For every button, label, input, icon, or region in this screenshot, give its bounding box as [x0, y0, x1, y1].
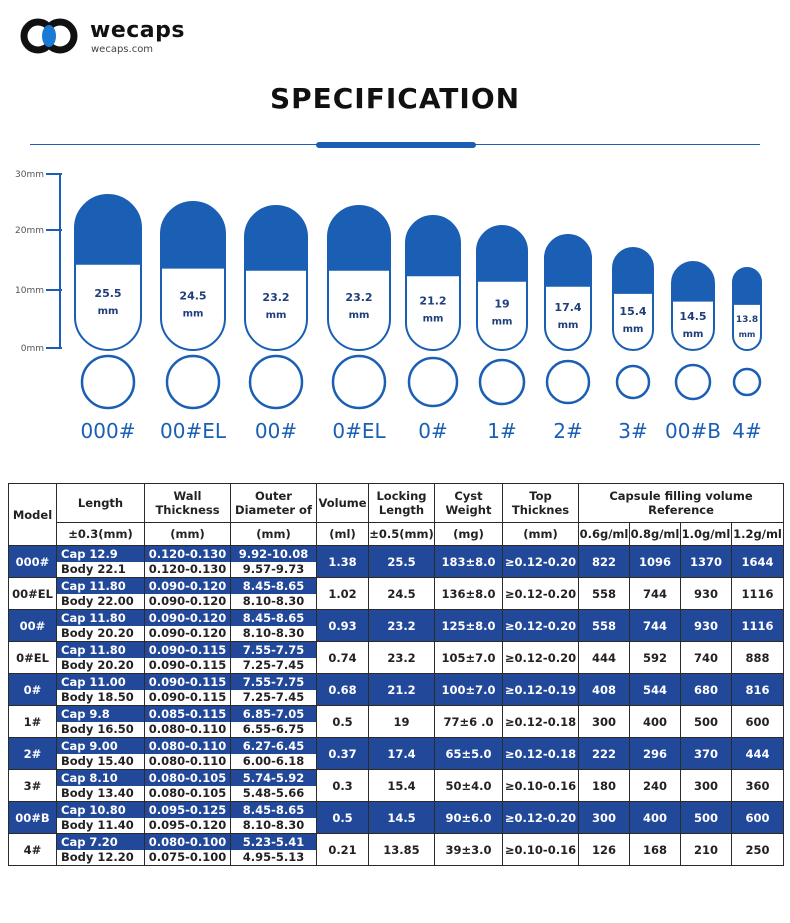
cell-model: 000# [9, 546, 57, 578]
cell-volume: 1.02 [317, 578, 369, 610]
cell-length-cap: Cap 11.80 [57, 642, 144, 658]
cell-top-thickness: ≥0.10-0.16 [503, 770, 579, 802]
capsule-size-label: 00#B [665, 419, 721, 443]
brand-name: wecaps [90, 18, 185, 43]
page-title: SPECIFICATION [269, 82, 521, 115]
cell-fill-10: 1370 [681, 546, 732, 578]
cell-locking-length: 23.2 [369, 642, 435, 674]
capsule-00#EL [160, 202, 227, 443]
capsule-1# [477, 226, 527, 443]
cell-wall [145, 834, 231, 866]
title-divider-accent [316, 142, 476, 148]
cell-locking-length: 15.4 [369, 770, 435, 802]
cell-length-cap: Cap 11.00 [57, 674, 144, 690]
cell-length-cap: Cap 12.9 [57, 546, 144, 562]
capsule-cross-section [333, 356, 385, 408]
subheader-fill-10: 1.0g/ml [681, 523, 732, 546]
cell-cyst-weight: 90±6.0 [435, 802, 503, 834]
cell-wall-cap: 0.090-0.115 [145, 642, 230, 658]
subheader-volume: (ml) [317, 523, 369, 546]
capsule-cross-section [82, 356, 134, 408]
table-row [9, 610, 784, 642]
cell-volume: 0.21 [317, 834, 369, 866]
cell-cyst-weight: 65±5.0 [435, 738, 503, 770]
cell-fill-08: 544 [630, 674, 681, 706]
capsule-length-unit: mm [491, 316, 513, 328]
capsule-length-unit: mm [97, 306, 119, 318]
cell-fill-08: 1096 [630, 546, 681, 578]
cell-outer-diameter-body: 9.57-9.73 [231, 562, 316, 578]
capsule-cross-section [409, 358, 457, 406]
cell-cyst-weight: 125±8.0 [435, 610, 503, 642]
header-wall-thickness: Wall Thickness [145, 484, 231, 523]
cell-wall-cap: 0.095-0.125 [145, 802, 230, 818]
subheader-locking: ±0.5(mm) [369, 523, 435, 546]
cell-outer-diameter-body: 6.55-6.75 [231, 722, 316, 738]
cell-fill-06: 558 [579, 610, 630, 642]
cell-wall [145, 706, 231, 738]
cell-fill-10: 500 [681, 706, 732, 738]
capsule-length-value: 23.2 [345, 290, 373, 304]
cell-fill-06: 222 [579, 738, 630, 770]
cell-outer-diameter-body: 7.25-7.45 [231, 658, 316, 674]
table-row [9, 546, 784, 578]
capsule-size-diagram [0, 160, 790, 450]
cell-outer-diameter-cap: 8.45-8.65 [231, 578, 316, 594]
capsule-cap [613, 248, 653, 294]
cell-outer-diameter-cap: 8.45-8.65 [231, 610, 316, 626]
cell-wall-body: 0.080-0.110 [145, 754, 230, 770]
subheader-wall: (mm) [145, 523, 231, 546]
table-row [9, 802, 784, 834]
capsule-length-value: 24.5 [179, 289, 207, 303]
capsule-length-unit: mm [682, 328, 704, 340]
capsule-cap [328, 206, 390, 271]
cell-model: 00# [9, 610, 57, 642]
cell-wall-cap: 0.090-0.120 [145, 578, 230, 594]
cell-fill-08: 400 [630, 706, 681, 738]
cell-wall-body: 0.090-0.120 [145, 594, 230, 610]
cell-fill-06: 180 [579, 770, 630, 802]
cell-outer-diameter-body: 5.48-5.66 [231, 786, 316, 802]
capsule-length-unit: mm [738, 330, 756, 340]
cell-volume: 0.5 [317, 802, 369, 834]
cell-outer-diameter-cap: 5.74-5.92 [231, 770, 316, 786]
cell-fill-08: 400 [630, 802, 681, 834]
capsule-cap [161, 202, 225, 269]
cell-wall [145, 642, 231, 674]
specification-table [8, 483, 784, 866]
cell-length-cap: Cap 7.20 [57, 834, 144, 850]
cell-locking-length: 23.2 [369, 610, 435, 642]
capsule-size-label: 00#EL [160, 419, 226, 443]
subheader-fill-12: 1.2g/ml [732, 523, 784, 546]
cell-wall [145, 674, 231, 706]
cell-outer-diameter-cap: 8.45-8.65 [231, 802, 316, 818]
cell-length-body: Body 16.50 [57, 722, 144, 738]
cell-wall [145, 610, 231, 642]
table-row [9, 642, 784, 674]
cell-wall-cap: 0.090-0.120 [145, 610, 230, 626]
cell-outer-diameter [231, 642, 317, 674]
capsule-length-value: 25.5 [94, 287, 122, 301]
cell-outer-diameter [231, 738, 317, 770]
cell-length-cap: Cap 11.80 [57, 578, 144, 594]
cell-cyst-weight: 136±8.0 [435, 578, 503, 610]
cell-locking-length: 21.2 [369, 674, 435, 706]
capsule-length-unit: mm [265, 309, 287, 321]
capsule-000# [75, 195, 141, 443]
cell-top-thickness: ≥0.12-0.19 [503, 674, 579, 706]
capsule-cross-section [250, 356, 302, 408]
cell-fill-06: 822 [579, 546, 630, 578]
capsule-size-label: 0# [418, 419, 448, 443]
cell-length-cap: Cap 10.80 [57, 802, 144, 818]
cell-fill-08: 744 [630, 578, 681, 610]
cell-volume: 0.68 [317, 674, 369, 706]
capsule-cross-section [167, 356, 219, 408]
capsule-cross-section [617, 366, 649, 398]
cell-outer-diameter-body: 8.10-8.30 [231, 594, 316, 610]
cell-outer-diameter [231, 802, 317, 834]
cell-wall-body: 0.120-0.130 [145, 562, 230, 578]
cell-outer-diameter-cap: 7.55-7.75 [231, 674, 316, 690]
cell-length [57, 578, 145, 610]
capsule-3# [613, 248, 653, 443]
cell-length-body: Body 20.20 [57, 658, 144, 674]
cell-outer-diameter-cap: 9.92-10.08 [231, 546, 316, 562]
subheader-outer: (mm) [231, 523, 317, 546]
capsule-length-value: 17.4 [554, 300, 582, 314]
cell-model: 2# [9, 738, 57, 770]
cell-locking-length: 25.5 [369, 546, 435, 578]
capsule-4# [732, 268, 761, 443]
cell-length [57, 642, 145, 674]
brand-url: wecaps.com [91, 44, 154, 55]
cell-volume: 0.37 [317, 738, 369, 770]
cell-volume: 1.38 [317, 546, 369, 578]
cell-fill-08: 296 [630, 738, 681, 770]
cell-length-body: Body 11.40 [57, 818, 144, 834]
subheader-fill-06: 0.6g/ml [579, 523, 630, 546]
cell-outer-diameter [231, 610, 317, 642]
cell-top-thickness: ≥0.12-0.20 [503, 642, 579, 674]
capsule-cap [477, 226, 527, 282]
cell-cyst-weight: 39±3.0 [435, 834, 503, 866]
ruler-tick-label: 20mm [15, 226, 44, 236]
cell-fill-08: 744 [630, 610, 681, 642]
capsule-2# [545, 235, 591, 443]
logo-mark-icon [20, 16, 80, 56]
cell-fill-08: 168 [630, 834, 681, 866]
cell-cyst-weight: 50±4.0 [435, 770, 503, 802]
cell-length [57, 610, 145, 642]
table-row [9, 738, 784, 770]
cell-wall-cap: 0.085-0.115 [145, 706, 230, 722]
capsule-cap [733, 268, 761, 305]
cell-wall-body: 0.075-0.100 [145, 850, 230, 866]
cell-fill-12: 888 [732, 642, 784, 674]
capsule-size-label: 2# [553, 419, 583, 443]
cell-length-body: Body 22.00 [57, 594, 144, 610]
capsule-length-value: 23.2 [262, 290, 290, 304]
cell-cyst-weight: 100±7.0 [435, 674, 503, 706]
cell-outer-diameter-cap: 6.27-6.45 [231, 738, 316, 754]
cell-locking-length: 13.85 [369, 834, 435, 866]
cell-length-body: Body 20.20 [57, 626, 144, 642]
cell-model: 0#EL [9, 642, 57, 674]
cell-volume: 0.93 [317, 610, 369, 642]
capsule-length-value: 19 [494, 297, 510, 311]
cell-wall-body: 0.090-0.115 [145, 690, 230, 706]
cell-top-thickness: ≥0.12-0.20 [503, 578, 579, 610]
header-outer-diameter: Outer Diameter of [231, 484, 317, 523]
cell-wall-cap: 0.080-0.100 [145, 834, 230, 850]
cell-fill-12: 360 [732, 770, 784, 802]
cell-length-cap: Cap 9.00 [57, 738, 144, 754]
cell-outer-diameter-cap: 7.55-7.75 [231, 642, 316, 658]
cell-fill-06: 300 [579, 706, 630, 738]
cell-volume: 0.5 [317, 706, 369, 738]
cell-fill-12: 1116 [732, 578, 784, 610]
capsule-size-label: 00# [254, 419, 298, 443]
cell-outer-diameter [231, 770, 317, 802]
cell-fill-10: 930 [681, 610, 732, 642]
cell-fill-10: 500 [681, 802, 732, 834]
capsule-size-label: 4# [732, 419, 762, 443]
cell-cyst-weight: 183±8.0 [435, 546, 503, 578]
subheader-top: (mm) [503, 523, 579, 546]
cell-length [57, 546, 145, 578]
cell-volume: 0.74 [317, 642, 369, 674]
cell-wall-cap: 0.080-0.110 [145, 738, 230, 754]
cell-length [57, 834, 145, 866]
brand-logo[interactable] [20, 14, 220, 58]
capsule-size-label: 000# [80, 419, 136, 443]
cell-fill-12: 1116 [732, 610, 784, 642]
capsule-cross-section [480, 360, 524, 404]
cell-wall [145, 770, 231, 802]
capsule-length-unit: mm [622, 324, 644, 336]
header-model: Model [9, 484, 57, 546]
cell-wall-body: 0.080-0.110 [145, 722, 230, 738]
cell-top-thickness: ≥0.12-0.18 [503, 738, 579, 770]
cell-wall-cap: 0.090-0.115 [145, 674, 230, 690]
ruler-tick-label: 30mm [15, 170, 44, 180]
cell-length-body: Body 13.40 [57, 786, 144, 802]
cell-outer-diameter [231, 546, 317, 578]
capsule-cap [406, 216, 460, 276]
capsule-cap [245, 206, 307, 271]
cell-wall [145, 546, 231, 578]
cell-top-thickness: ≥0.12-0.20 [503, 802, 579, 834]
cell-outer-diameter-body: 7.25-7.45 [231, 690, 316, 706]
cell-length [57, 802, 145, 834]
capsule-cap [75, 195, 141, 265]
cell-wall-body: 0.090-0.115 [145, 658, 230, 674]
ruler-tick-label: 10mm [15, 286, 44, 296]
cell-fill-08: 592 [630, 642, 681, 674]
capsule-0#EL [328, 206, 390, 443]
cell-length-cap: Cap 11.80 [57, 610, 144, 626]
cell-model: 4# [9, 834, 57, 866]
cell-outer-diameter-body: 6.00-6.18 [231, 754, 316, 770]
capsule-cap [545, 235, 591, 287]
cell-fill-12: 444 [732, 738, 784, 770]
cell-locking-length: 14.5 [369, 802, 435, 834]
capsule-length-unit: mm [422, 313, 444, 325]
cell-model: 00#B [9, 802, 57, 834]
cell-fill-12: 250 [732, 834, 784, 866]
cell-locking-length: 19 [369, 706, 435, 738]
cell-fill-10: 300 [681, 770, 732, 802]
cell-wall [145, 578, 231, 610]
cell-fill-10: 370 [681, 738, 732, 770]
cell-fill-06: 558 [579, 578, 630, 610]
capsule-00# [245, 206, 307, 443]
subheader-fill-08: 0.8g/ml [630, 523, 681, 546]
cell-fill-10: 210 [681, 834, 732, 866]
cell-model: 00#EL [9, 578, 57, 610]
table-row [9, 770, 784, 802]
header-locking-length: Locking Length [369, 484, 435, 523]
cell-fill-10: 930 [681, 578, 732, 610]
cell-model: 1# [9, 706, 57, 738]
cell-fill-12: 816 [732, 674, 784, 706]
cell-outer-diameter-body: 8.10-8.30 [231, 818, 316, 834]
cell-length-cap: Cap 8.10 [57, 770, 144, 786]
cell-outer-diameter [231, 674, 317, 706]
header-cyst-weight: Cyst Weight [435, 484, 503, 523]
subheader-length: ±0.3(mm) [57, 523, 145, 546]
cell-length-cap: Cap 9.8 [57, 706, 144, 722]
capsule-length-value: 14.5 [679, 309, 707, 323]
ruler-tick-label: 0mm [20, 344, 44, 354]
cell-length-body: Body 15.40 [57, 754, 144, 770]
cell-wall-cap: 0.120-0.130 [145, 546, 230, 562]
cell-wall [145, 738, 231, 770]
capsule-length-unit: mm [182, 308, 204, 320]
cell-fill-12: 1644 [732, 546, 784, 578]
cell-locking-length: 24.5 [369, 578, 435, 610]
cell-top-thickness: ≥0.12-0.18 [503, 706, 579, 738]
table-row [9, 706, 784, 738]
cell-model: 0# [9, 674, 57, 706]
cell-cyst-weight: 77±6 .0 [435, 706, 503, 738]
cell-outer-diameter-cap: 5.23-5.41 [231, 834, 316, 850]
cell-locking-length: 17.4 [369, 738, 435, 770]
capsule-00#B [665, 262, 721, 443]
cell-wall-cap: 0.080-0.105 [145, 770, 230, 786]
header-volume: Volume [317, 484, 369, 523]
cell-outer-diameter [231, 706, 317, 738]
header-length: Length [57, 484, 145, 523]
cell-fill-12: 600 [732, 706, 784, 738]
capsule-length-value: 21.2 [419, 294, 447, 308]
capsule-length-unit: mm [557, 319, 579, 331]
cell-length [57, 706, 145, 738]
cell-cyst-weight: 105±7.0 [435, 642, 503, 674]
cell-fill-10: 680 [681, 674, 732, 706]
cell-length-body: Body 12.20 [57, 850, 144, 866]
capsule-size-label: 0#EL [332, 419, 386, 443]
table-row [9, 834, 784, 866]
cell-model: 3# [9, 770, 57, 802]
cell-outer-diameter [231, 578, 317, 610]
cell-outer-diameter-body: 8.10-8.30 [231, 626, 316, 642]
cell-fill-12: 600 [732, 802, 784, 834]
subheader-cyst: (mg) [435, 523, 503, 546]
capsule-size-label: 3# [618, 419, 648, 443]
cell-volume: 0.3 [317, 770, 369, 802]
capsule-cross-section [547, 361, 589, 403]
header-top-thickness: Top Thicknes [503, 484, 579, 523]
cell-length [57, 738, 145, 770]
table-row [9, 578, 784, 610]
capsule-0# [406, 216, 460, 443]
cell-top-thickness: ≥0.12-0.20 [503, 610, 579, 642]
cell-fill-06: 444 [579, 642, 630, 674]
capsule-size-label: 1# [487, 419, 517, 443]
cell-length [57, 770, 145, 802]
cell-fill-08: 240 [630, 770, 681, 802]
capsule-length-value: 15.4 [619, 305, 647, 319]
cell-fill-10: 740 [681, 642, 732, 674]
capsule-cross-section [676, 365, 710, 399]
cell-fill-06: 408 [579, 674, 630, 706]
cell-length-body: Body 18.50 [57, 690, 144, 706]
header-filling-volume: Capsule filling volume Reference [579, 484, 784, 523]
capsule-cross-section [734, 369, 760, 395]
cell-top-thickness: ≥0.12-0.20 [503, 546, 579, 578]
cell-wall-body: 0.095-0.120 [145, 818, 230, 834]
cell-wall-body: 0.080-0.105 [145, 786, 230, 802]
table-row [9, 674, 784, 706]
cell-top-thickness: ≥0.10-0.16 [503, 834, 579, 866]
capsule-length-value: 13.8 [735, 315, 759, 326]
cell-length [57, 674, 145, 706]
cell-outer-diameter-body: 4.95-5.13 [231, 850, 316, 866]
cell-fill-06: 126 [579, 834, 630, 866]
cell-outer-diameter-cap: 6.85-7.05 [231, 706, 316, 722]
cell-length-body: Body 22.1 [57, 562, 144, 578]
cell-wall [145, 802, 231, 834]
cell-outer-diameter [231, 834, 317, 866]
capsule-length-unit: mm [348, 309, 370, 321]
cell-wall-body: 0.090-0.120 [145, 626, 230, 642]
cell-fill-06: 300 [579, 802, 630, 834]
